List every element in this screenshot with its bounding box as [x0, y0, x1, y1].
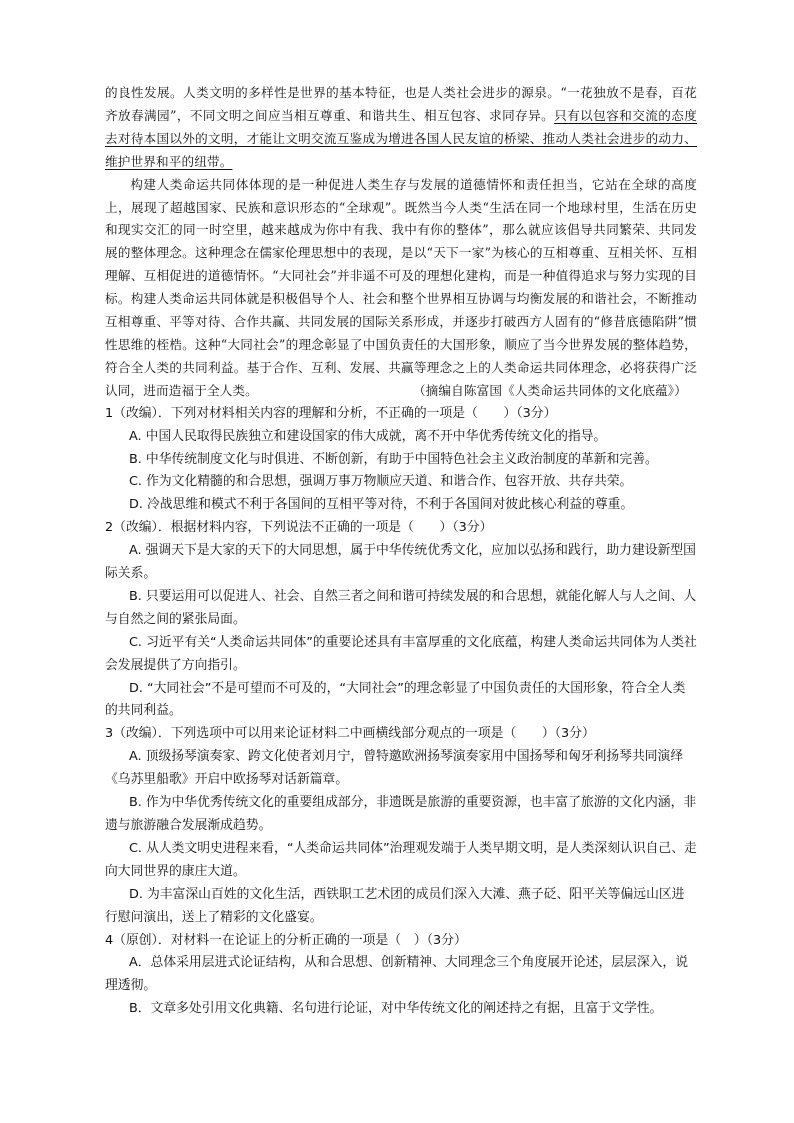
- question-1-option-b: B. 中华传统制度文化与时俱进、不断创新，有助于中国特色社会主义政治制度的革新和完善。: [129, 451, 658, 467]
- question-3: [105, 723, 697, 929]
- question-2-option-c: C. 习近平有关“人类命运共同体”的重要论述具有丰富厚重的文化底蕴，构建人类命运共同体为人类社会发展提供了方向指引。: [105, 634, 697, 673]
- question-1-option-a: A. 中国人民取得民族独立和建设国家的伟大成就，离不开中华优秀传统文化的指导。: [129, 428, 607, 444]
- passage-paragraph-1-text: 的良性发展。人类文明的多样性是世界的基本特征，也是人类社会进步的源泉。“一花独放不是春，百花齐放春满园”，不同文明之间应当相互尊重、和谐共生、相互包容、求同存异。: [105, 85, 697, 123]
- question-3-option-c: C. 从人类文明史进程来看，“人类命运共同体”治理观发端于人类早期文明，是人类深刻认识自己、走向大同世界的康庄大道。: [105, 840, 697, 879]
- question-2-option-d: D. “大同社会”不是可望而不可及的，“大同社会”的理念彰显了中国负责任的大国形象，符合全人类的共同利益。: [105, 680, 686, 719]
- question-3-option-b: B. 作为中华优秀传统文化的重要组成部分，非遗既是旅游的重要资源，也丰富了旅游的文化内涵，非遗与旅游融合发展渐成趋势。: [105, 795, 697, 834]
- source-citation: （摘编自陈富国《人类命运共同体的文化底蕴》）: [412, 382, 687, 398]
- underlined-claim: 只有以包容和交流的态度去对待本国以外的文明，才能让文明交流互鉴成为增进各国人民友谊的桥梁、推动人类社会进步的动力、维护世界和平的纽带。: [105, 107, 697, 169]
- question-1: [105, 403, 697, 518]
- question-1-option-d: D. 冷战思维和模式不利于各国间的互相平等对待，不利于各国间对彼此核心利益的尊重。: [129, 497, 634, 513]
- question-3-option-a: A. 顶级扬琴演奏家、跨文化使者刘月宁，曾特邀欧洲扬琴演奏家用中国扬琴和匈牙利扬琴共同演绎《乌苏里船歌》开启中欧扬琴对话新篇章。: [105, 749, 684, 788]
- question-4-option-b: B．文章多处引用文化典籍、名句进行论证，对中华传统文化的阐述持之有据，且富于文学性。: [129, 1001, 663, 1017]
- document-page: [105, 82, 697, 1021]
- reading-passage: [105, 82, 697, 403]
- question-3-option-d: D. 为丰富深山百姓的文化生活，西铁职工艺术团的成员们深入大滩、燕子砭、阳平关等偏远山区进行慰问演出，送上了精彩的文化盛宴。: [105, 886, 685, 925]
- passage-paragraph-1: [105, 82, 697, 174]
- question-1-option-c: C. 作为文化精髓的和合思想，强调万事万物顺应天道、和谐合作、包容开放、共存共荣。: [129, 474, 633, 490]
- question-2-option-a: A. 强调天下是大家的天下的大同思想，属于中华传统优秀文化，应加以弘扬和践行，助力建设新型国际关系。: [105, 543, 696, 582]
- question-3-stem: 3（改编）．下列选项中可以用来论证材料二中画横线部分观点的一项是（ ）（3分）: [105, 726, 595, 742]
- question-2: [105, 517, 697, 723]
- question-2-option-b: B. 只要运用可以促进人、社会、自然三者之间和谐可持续发展的和合思想，就能化解人与人之间、人与自然之间的紧张局面。: [105, 588, 697, 627]
- question-4-option-a: A．总体采用层进式论证结构，从和合思想、创新精神、大同理念三个角度展开论述，层层深入，说理透彻。: [105, 955, 689, 994]
- passage-paragraph-2: 构建人类命运共同体体现的是一种促进人类生存与发展的道德情怀和责任担当，它站在全球的高度上，展现了超越国家、民族和意识形态的“全球观”。既然当今人类“生活在同一个地球村里，生活在历史和现实交汇的同一时空里，越来越成为你中有我、我中有你的整体”，那么就应该倡导共同繁荣、共同发展的整体理念。这种理念在儒家伦理思想中的表现，是以“天下一家”为核心的互相尊重、互相关怀、互相理解、互相促进的道德情怀。“大同社会”并非遥不可及的理想化建构，而是一种值得追求与努力实现的目标。构建人类命运共同体就是积极倡导个人、社会和整个世界相互协调与均衡发展的和谐社会，不断推动互相尊重、平等对待、合作共赢、共同发展的国际关系形成，并逐步打破西方人固有的“修昔底德陷阱”惯性思维的桎梏。这种“大同社会”的理念彰显了中国负责任的大国形象，顺应了当今世界发展的整体趋势，符合全人类的共同利益。基于合作、互利、发展、共赢等理念之上的人类命运共同体理念，必将获得广泛认同，进而造福于全人类。: [105, 176, 697, 398]
- question-2-stem: 2（改编）．根据材料内容，下列说法不正确的一项是（ ）（3分）: [105, 520, 493, 536]
- question-4-stem: 4（原创）．对材料一在论证上的分析正确的一项是（ ）（3分）: [105, 932, 467, 948]
- question-1-stem: 1（改编）．下列对材料相关内容的理解和分析，不正确的一项是（ ）（3分）: [105, 405, 557, 421]
- question-4: [105, 930, 697, 1022]
